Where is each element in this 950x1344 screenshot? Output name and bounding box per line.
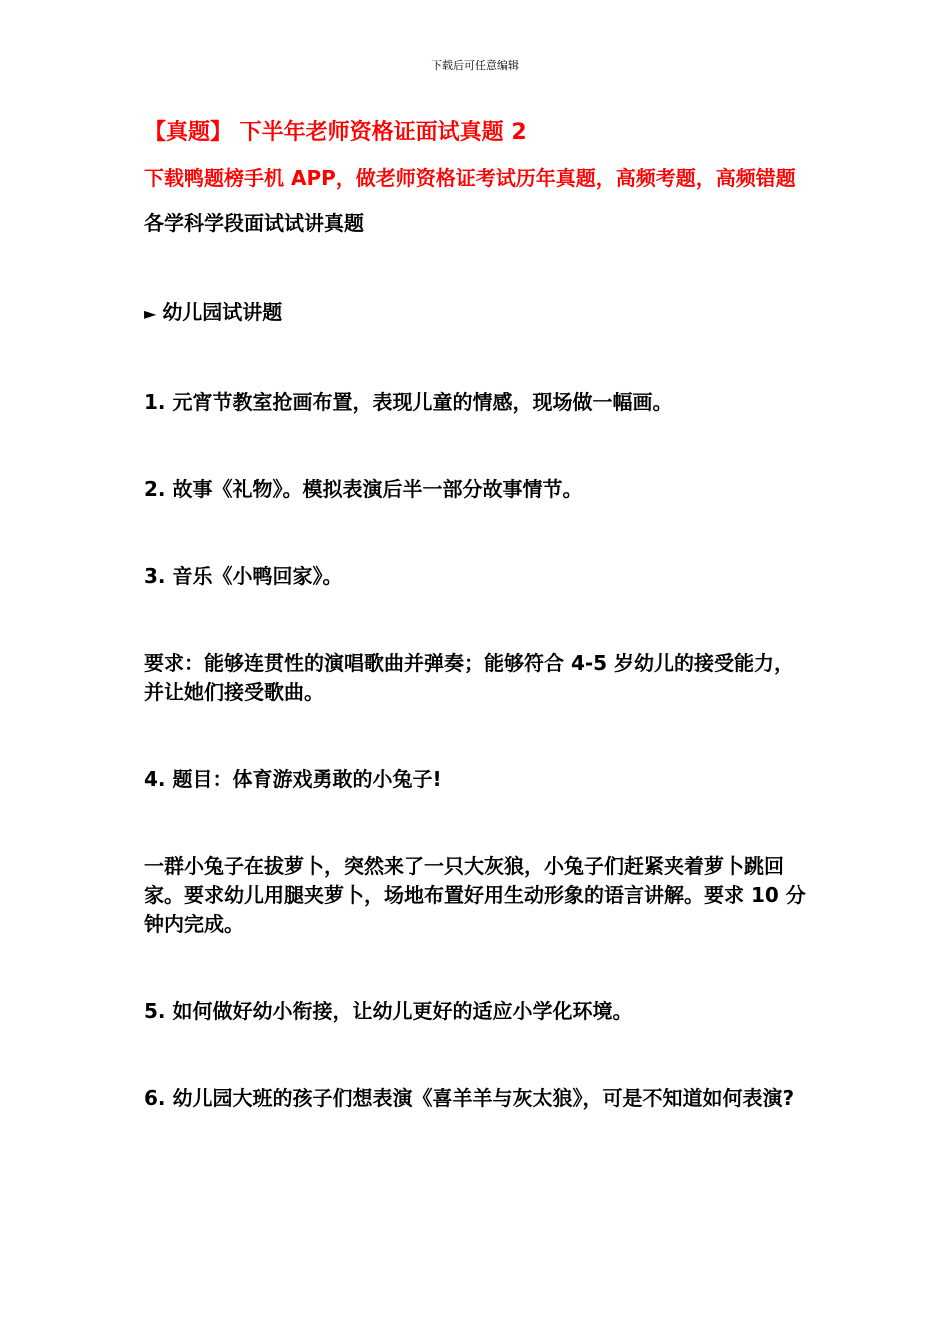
document-subtitle: 各学科学段面试试讲真题 — [144, 211, 364, 235]
triangle-bullet-icon: ► — [144, 304, 157, 323]
page-header: 下载后可任意编辑 — [431, 59, 519, 72]
list-item: 1. 元宵节教室抢画布置，表现儿童的情感，现场做一幅画。 — [144, 390, 673, 414]
list-item: 3. 音乐《小鸭回家》。 — [144, 564, 343, 588]
document-body — [144, 118, 810, 1113]
list-item: 要求：能够连贯性的演唱歌曲并弹奏；能够符合 4-5 岁幼儿的接受能力，并让她们接受歌曲。 — [144, 651, 795, 704]
promo-text: 下载鸭题榜手机 APP，做老师资格证考试历年真题，高频考题，高频错题 — [144, 166, 796, 190]
section-heading-label: 幼儿园试讲题 — [162, 300, 283, 324]
list-item: 一群小兔子在拔萝卜，突然来了一只大灰狼，小兔子们赶紧夹着萝卜跳回家。要求幼儿用腿夹萝卜，场地布置好用生动形象的语言讲解。要求 10 分钟内完成。 — [144, 854, 806, 936]
list-item: 6. 幼儿园大班的孩子们想表演《喜羊羊与灰太狼》，可是不知道如何表演? — [144, 1086, 795, 1110]
list-item: 5. 如何做好幼小衔接，让幼儿更好的适应小学化环境。 — [144, 999, 633, 1023]
list-item: 2. 故事《礼物》。模拟表演后半一部分故事情节。 — [144, 477, 583, 501]
document-title: 【真题】 下半年老师资格证面试真题 2 — [144, 120, 527, 145]
list-item: 4. 题目：体育游戏勇敢的小兔子! — [144, 767, 442, 791]
section-heading — [144, 298, 810, 328]
